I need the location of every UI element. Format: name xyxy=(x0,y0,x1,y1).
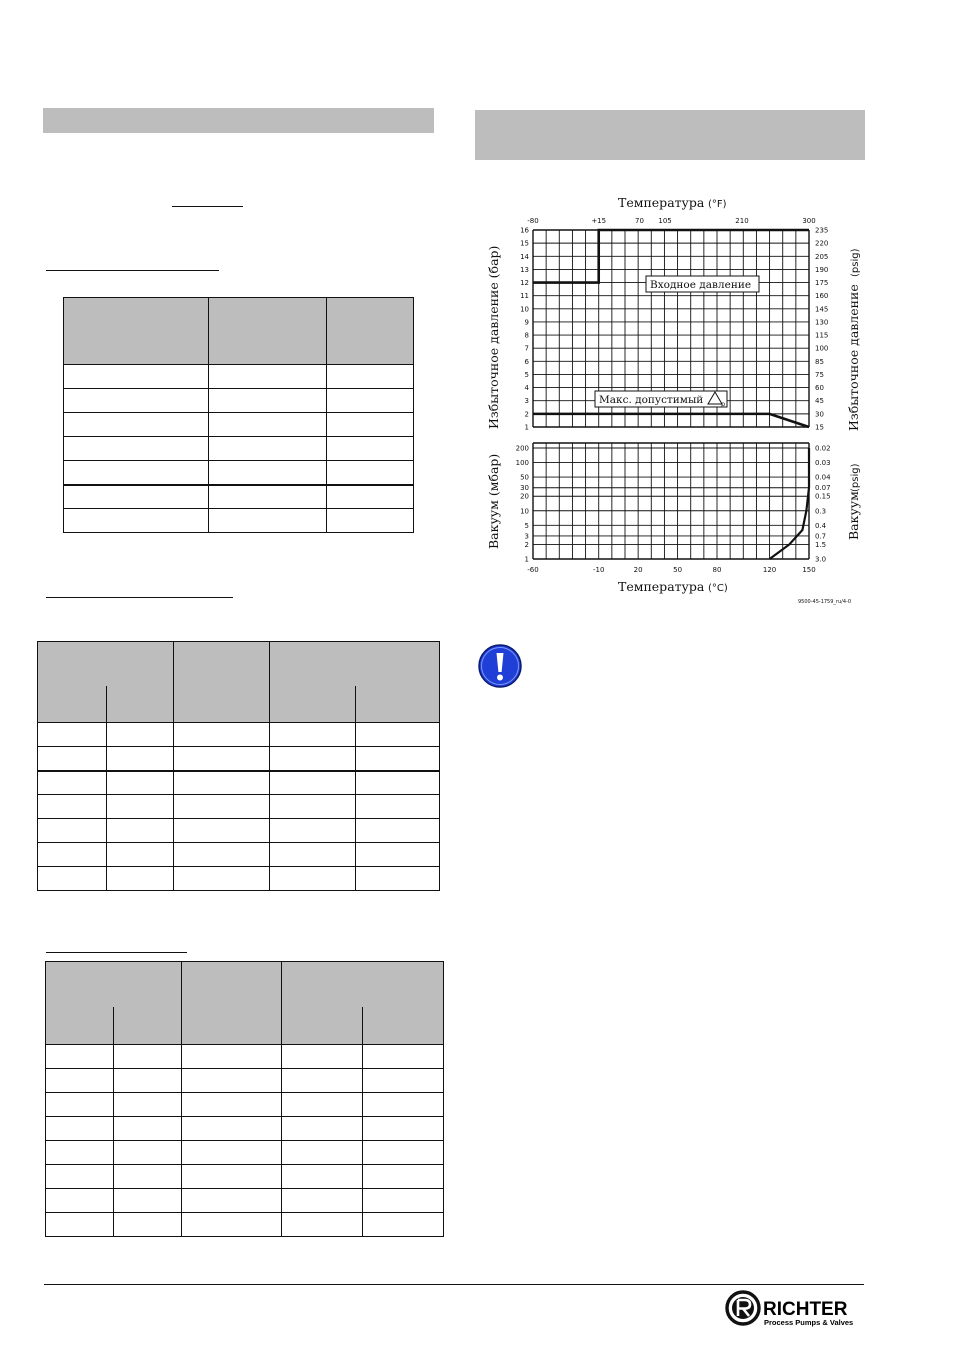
annotation-inlet-pressure xyxy=(646,276,759,292)
logo-name: RICHTER xyxy=(763,1299,848,1320)
table-row xyxy=(38,771,440,795)
tick-label-right-upper: 75 xyxy=(815,370,824,379)
table-header-cell xyxy=(182,962,282,1045)
table-header-cell xyxy=(38,642,174,686)
table-header-cell xyxy=(107,686,174,723)
chart-lower-left-ylabel: Вакуум (мбар) xyxy=(486,453,501,549)
tick-label-left-upper: 1 xyxy=(524,423,529,432)
table-row xyxy=(46,1165,444,1189)
tick-label-top: 210 xyxy=(735,217,749,225)
tick-label-right-upper: 130 xyxy=(815,318,829,327)
tick-label-right-lower: 3.0 xyxy=(815,555,827,564)
tick-label-left-upper: 9 xyxy=(524,318,529,327)
tick-label-bottom: -10 xyxy=(592,566,605,574)
tick-label-left-upper: 6 xyxy=(524,357,529,366)
pressure-temperature-chart xyxy=(470,185,870,610)
tick-label-left-lower: 1 xyxy=(524,555,529,564)
chart-lower-right-ylabel: Вакуум xyxy=(846,491,861,540)
tick-label-left-lower: 20 xyxy=(520,492,529,501)
tick-label-left-lower: 200 xyxy=(515,444,529,453)
table-row xyxy=(46,1189,444,1213)
table-header-cell xyxy=(209,298,327,365)
table-row xyxy=(38,723,440,747)
tick-label-bottom: 150 xyxy=(802,566,816,574)
tick-label-right-upper: 100 xyxy=(815,344,829,353)
table-row xyxy=(64,461,414,485)
tick-label-right-lower: 0.04 xyxy=(815,473,831,482)
table-row xyxy=(46,1117,444,1141)
tick-label-left-upper: 14 xyxy=(520,252,529,261)
tick-label-left-lower: 2 xyxy=(524,540,529,549)
section-heading-bar-left xyxy=(43,108,434,133)
tick-label-top: 70 xyxy=(634,217,644,225)
chart-top-xlabel: Температура xyxy=(618,195,705,210)
tick-label-left-upper: 12 xyxy=(520,279,529,288)
chart-upper-right-ylabel: Избыточное давление xyxy=(846,284,861,431)
table-row xyxy=(38,867,440,891)
chart-bottom-xlabel: Температура xyxy=(618,579,705,594)
table-row xyxy=(64,389,414,413)
table-row xyxy=(64,413,414,437)
table-row xyxy=(38,819,440,843)
tick-label-right-lower: 1.5 xyxy=(815,540,827,549)
tick-label-right-upper: 145 xyxy=(815,305,829,314)
tick-label-left-lower: 10 xyxy=(520,507,529,516)
chart-top-xunit: (°F) xyxy=(708,199,727,210)
underline-table3-caption xyxy=(46,952,187,953)
tick-label-left-upper: 15 xyxy=(520,239,529,248)
tick-label-right-lower: 0.3 xyxy=(815,507,827,516)
logo-tagline: Process Pumps & Valves xyxy=(764,1318,854,1327)
table-row xyxy=(46,1069,444,1093)
tick-label-left-lower: 3 xyxy=(524,532,529,541)
tick-label-top: +15 xyxy=(591,217,607,225)
tick-label-bottom: 20 xyxy=(633,566,643,574)
tick-label-left-upper: 7 xyxy=(524,344,529,353)
tick-label-right-upper: 220 xyxy=(815,239,829,248)
tick-label-left-upper: 4 xyxy=(524,384,529,393)
table-header-cell xyxy=(114,1007,182,1045)
underline-1 xyxy=(172,206,243,207)
table-row xyxy=(64,437,414,461)
table-header-cell xyxy=(46,1007,114,1045)
exclamation-icon xyxy=(477,643,523,689)
table-row xyxy=(46,1093,444,1117)
annotation-p-subscript: p xyxy=(721,400,726,408)
underline-table1-caption xyxy=(46,270,219,271)
tick-label-left-upper: 8 xyxy=(524,331,529,340)
tick-label-right-upper: 15 xyxy=(815,423,824,432)
tick-label-bottom: -60 xyxy=(527,566,539,574)
tick-label-right-upper: 85 xyxy=(815,357,824,366)
tick-label-right-lower: 0.07 xyxy=(815,484,831,493)
tick-label-right-upper: 205 xyxy=(815,252,829,261)
tick-label-bottom: 80 xyxy=(712,566,722,574)
tick-label-left-lower: 50 xyxy=(520,473,529,482)
table-row xyxy=(38,795,440,819)
tick-label-top: -80 xyxy=(527,217,539,225)
table-header-cell xyxy=(270,642,440,686)
table-header-cell xyxy=(282,1007,363,1045)
footer-divider xyxy=(44,1284,864,1285)
richter-logo xyxy=(724,1288,864,1330)
table-1 xyxy=(63,297,414,533)
tick-label-right-lower: 0.7 xyxy=(815,532,827,541)
table-row xyxy=(38,843,440,867)
section-heading-bar-right xyxy=(475,110,865,160)
table-header-cell xyxy=(282,962,444,1007)
table-header-cell xyxy=(38,686,107,723)
tick-label-top: 105 xyxy=(658,217,672,225)
chart-upper-right-yunit: (psig) xyxy=(850,248,861,277)
tick-label-right-lower: 0.03 xyxy=(815,459,831,468)
annotation-max-dp xyxy=(595,391,727,408)
tick-label-bottom: 50 xyxy=(673,566,683,574)
tick-label-top: 300 xyxy=(802,217,816,225)
table-row xyxy=(64,365,414,389)
tick-label-left-upper: 13 xyxy=(520,265,529,274)
tick-label-left-upper: 2 xyxy=(524,410,529,419)
tick-label-left-lower: 30 xyxy=(520,484,529,493)
table-3 xyxy=(45,961,444,1237)
table-row xyxy=(38,747,440,771)
tick-label-left-lower: 5 xyxy=(524,521,529,530)
table-header-cell xyxy=(64,298,209,365)
tick-label-right-upper: 175 xyxy=(815,279,829,288)
tick-label-right-lower: 0.02 xyxy=(815,444,831,453)
table-header-cell xyxy=(270,686,356,723)
tick-label-right-upper: 190 xyxy=(815,265,829,274)
tick-label-left-lower: 100 xyxy=(515,459,529,468)
series-vacuum-line xyxy=(770,448,809,559)
series-max-dp-line xyxy=(533,414,809,427)
annotation-max-dp-text: Макс. допустимый xyxy=(599,394,704,406)
tick-label-right-lower: 0.4 xyxy=(815,521,827,530)
tick-label-right-upper: 60 xyxy=(815,384,824,393)
chart-footnote: 9500-45-1759_ru/4-0 xyxy=(798,599,851,605)
tick-label-left-upper: 3 xyxy=(524,397,529,406)
table-header-cell xyxy=(327,298,414,365)
chart-lower-right-yunit: (psig) xyxy=(850,463,861,492)
chart-upper-left-ylabel: Избыточное давление (бар) xyxy=(486,245,501,429)
underline-table2-caption xyxy=(46,597,233,598)
table-2 xyxy=(37,641,440,891)
tick-label-left-upper: 5 xyxy=(524,370,529,379)
table-row xyxy=(46,1045,444,1069)
table-row xyxy=(64,509,414,533)
tick-label-right-lower: 0.15 xyxy=(815,492,831,501)
tick-label-right-upper: 235 xyxy=(815,226,829,235)
tick-label-right-upper: 115 xyxy=(815,331,829,340)
tick-label-right-upper: 45 xyxy=(815,397,824,406)
tick-label-left-upper: 10 xyxy=(520,305,529,314)
table-header-cell xyxy=(356,686,440,723)
tick-label-bottom: 120 xyxy=(762,566,777,574)
table-row xyxy=(64,485,414,509)
tick-label-left-upper: 11 xyxy=(520,292,529,301)
table-row xyxy=(46,1213,444,1237)
tick-label-right-upper: 30 xyxy=(815,410,824,419)
annotation-inlet-pressure-text: Входное давление xyxy=(650,279,752,291)
table-row xyxy=(46,1141,444,1165)
tick-label-right-upper: 160 xyxy=(815,292,829,301)
table-header-cell xyxy=(46,962,182,1007)
tick-label-left-upper: 16 xyxy=(520,226,529,235)
table-header-cell xyxy=(174,642,270,723)
chart-bottom-xunit: (°C) xyxy=(708,583,728,594)
table-header-cell xyxy=(363,1007,444,1045)
